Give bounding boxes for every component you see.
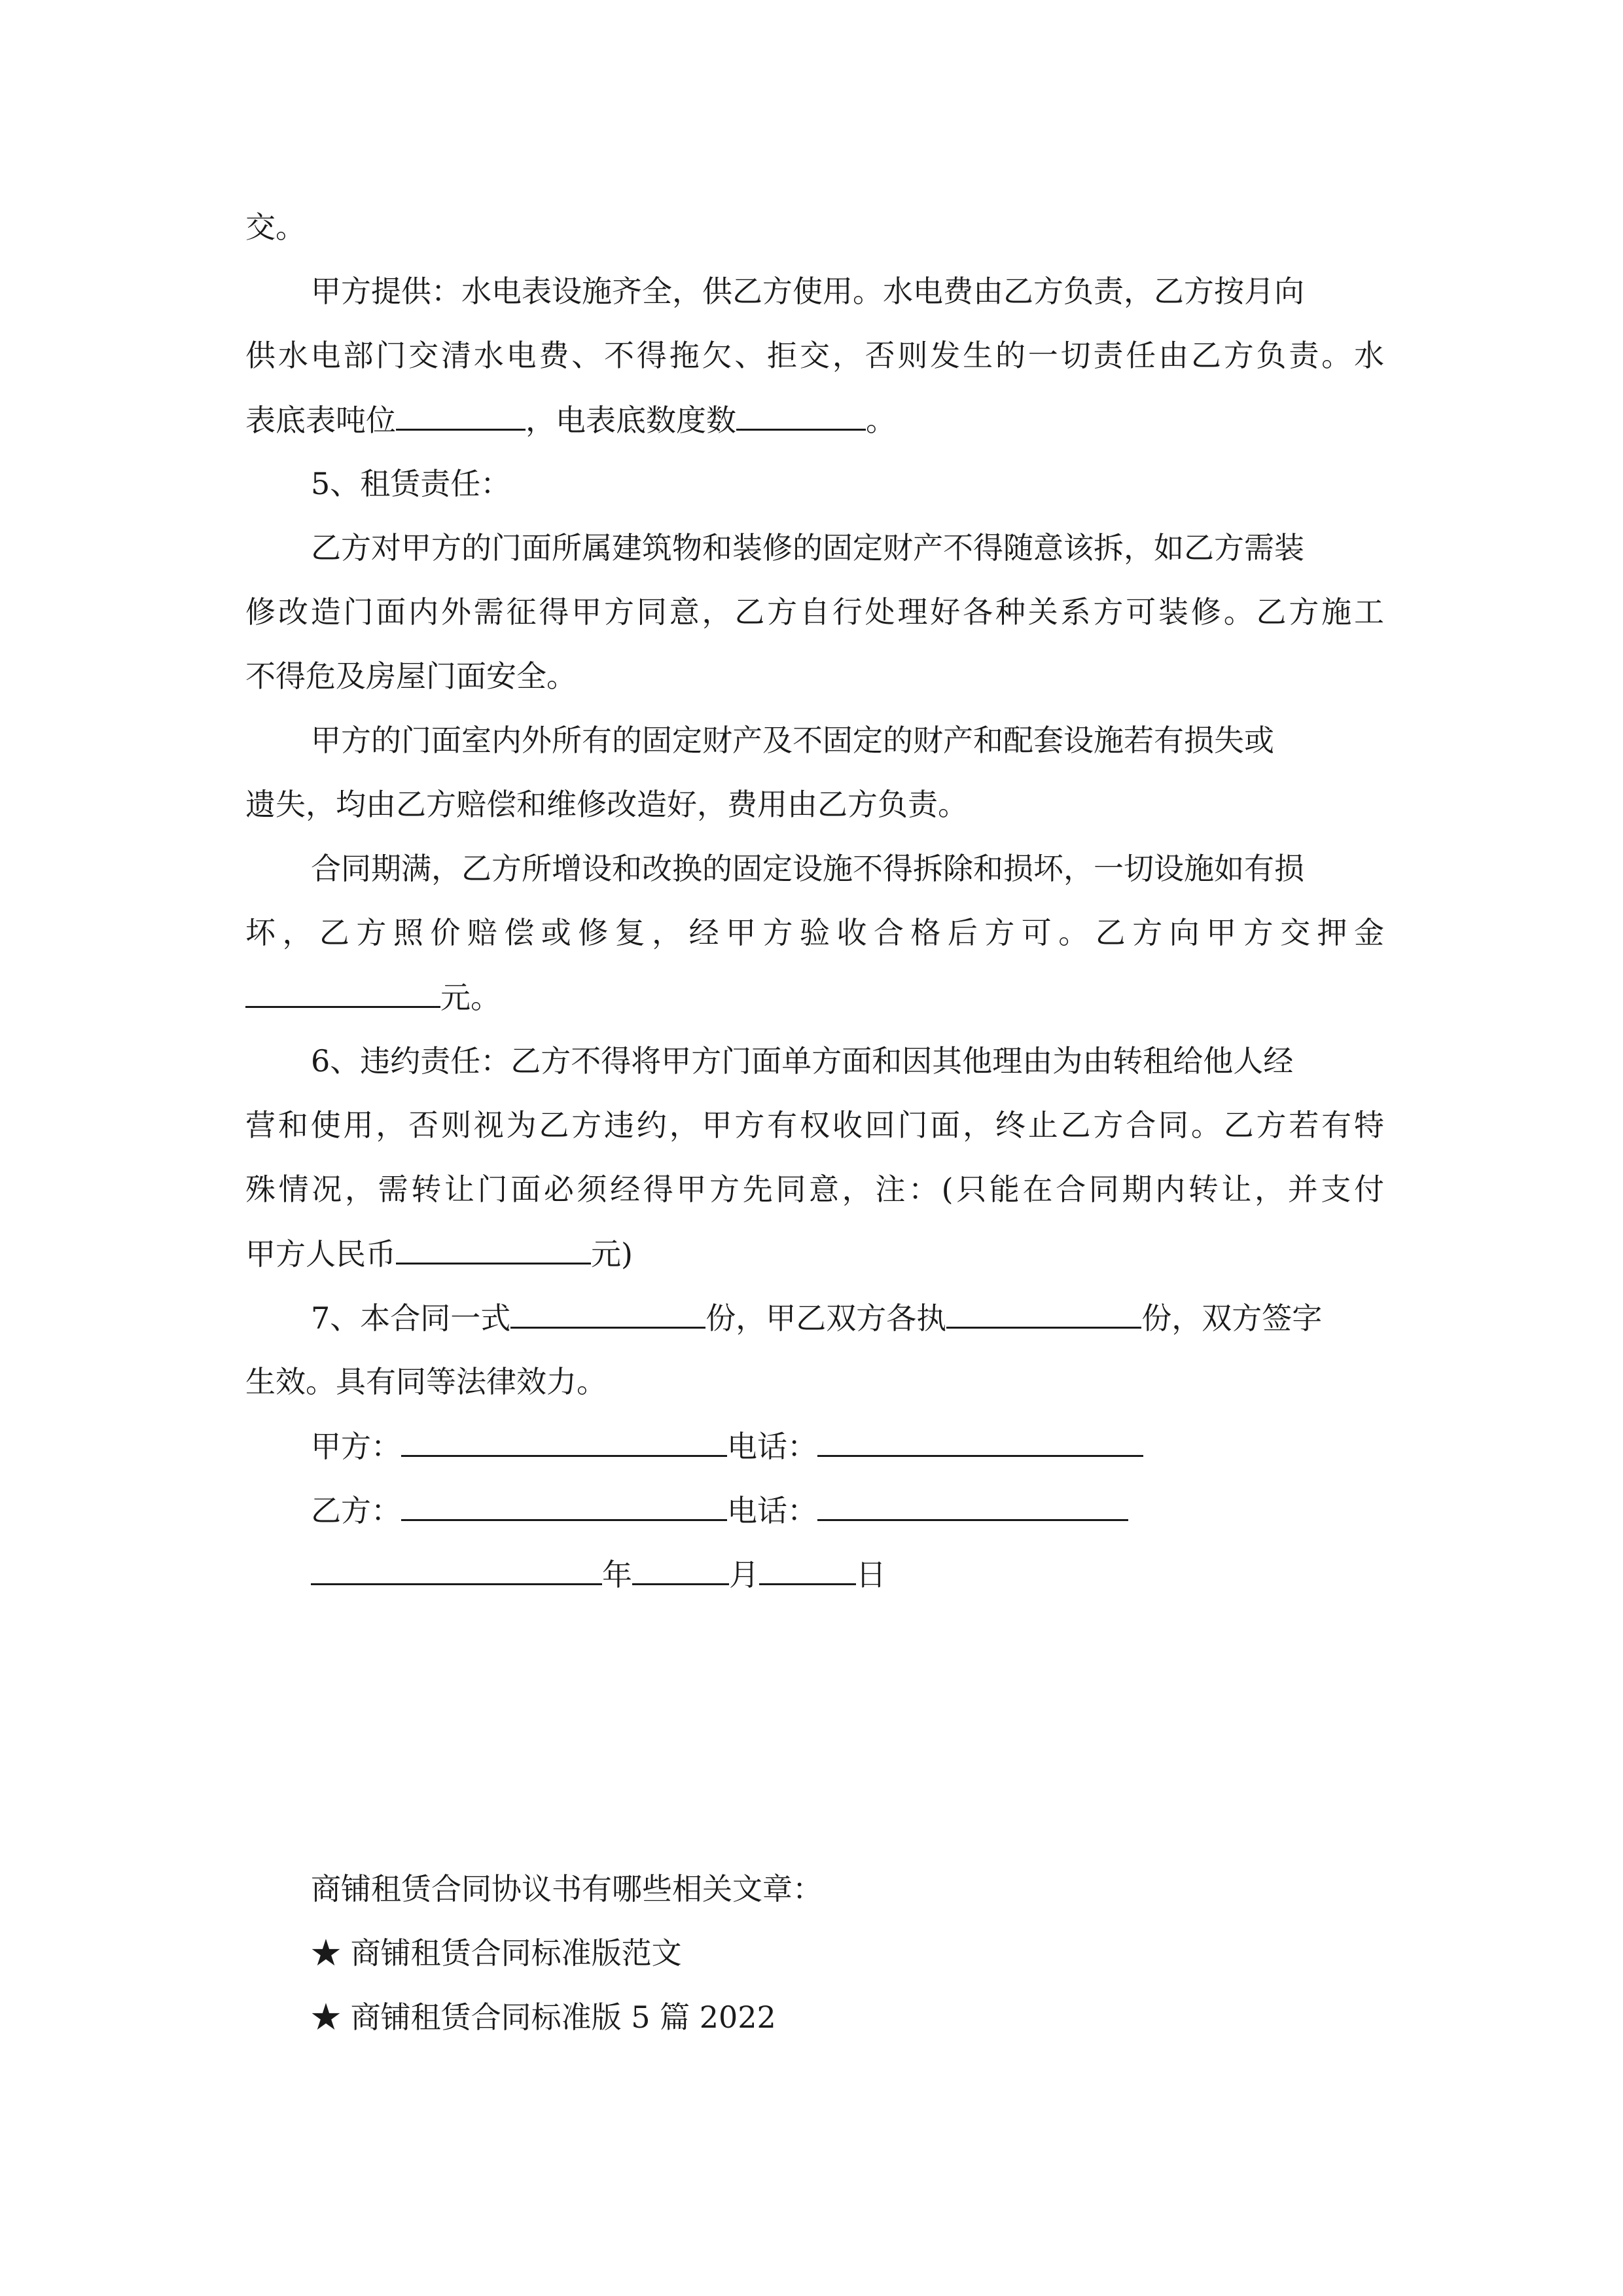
deposit-line bbox=[245, 977, 1384, 1016]
related-articles-heading: 商铺租赁合同协议书有哪些相关文章： bbox=[311, 1871, 823, 1907]
related-article-link[interactable] bbox=[311, 1998, 1384, 2037]
copies-each-blank[interactable] bbox=[946, 1298, 1141, 1329]
water-meter-blank[interactable] bbox=[396, 400, 526, 431]
text-fragment: 7、本合同一式 bbox=[311, 1300, 511, 1336]
party-a-phone-label: 电话： bbox=[727, 1429, 817, 1464]
party-a-signature-line bbox=[311, 1426, 1384, 1465]
date-line bbox=[311, 1554, 1384, 1594]
year-label: 年 bbox=[602, 1557, 632, 1592]
electric-meter-blank[interactable] bbox=[736, 400, 866, 431]
text-line: 供水电部门交清水电费、不得拖欠、拒交，否则发生的一切责任由乙方负责。水 bbox=[245, 338, 1384, 373]
day-blank[interactable] bbox=[759, 1554, 856, 1585]
section-heading: 5、租赁责任： bbox=[311, 466, 511, 501]
star-icon: ★ bbox=[311, 1935, 341, 1971]
month-blank[interactable] bbox=[632, 1554, 729, 1585]
text-fragment: 。 bbox=[866, 403, 896, 438]
party-a-phone-blank[interactable] bbox=[817, 1426, 1143, 1457]
party-a-label: 甲方： bbox=[311, 1429, 401, 1464]
year-blank[interactable] bbox=[311, 1554, 602, 1585]
text-line: 甲方的门面室内外所有的固定财产及不固定的财产和配套设施若有损失或 bbox=[311, 723, 1274, 758]
party-b-phone-label: 电话： bbox=[727, 1493, 817, 1528]
related-article-title[interactable]: 商铺租赁合同标准版 5 篇 2022 bbox=[350, 2000, 776, 2035]
text-fragment: 份，甲乙双方各执 bbox=[705, 1300, 947, 1336]
copies-total-blank[interactable] bbox=[510, 1298, 705, 1329]
transfer-fee-line bbox=[245, 1234, 1384, 1273]
party-b-phone-blank[interactable] bbox=[817, 1490, 1128, 1521]
text-fragment: ，电表底数度数 bbox=[526, 403, 736, 438]
party-b-label: 乙方： bbox=[311, 1493, 401, 1528]
text-line: 殊情况，需转让门面必须经得甲方先同意，注：(只能在合同期内转让，并支付 bbox=[245, 1172, 1384, 1207]
text-line: 合同期满，乙方所增设和改换的固定设施不得拆除和损坏，一切设施如有损 bbox=[311, 851, 1304, 886]
text-line: 不得危及房屋门面安全。 bbox=[245, 658, 577, 694]
copies-line bbox=[311, 1298, 1384, 1337]
text-line: 乙方对甲方的门面所属建筑物和装修的固定财产不得随意该拆，如乙方需装 bbox=[311, 530, 1304, 565]
text-fragment: 份，双方签字 bbox=[1141, 1300, 1323, 1336]
star-icon: ★ bbox=[311, 2000, 341, 2035]
text-fragment: 元) bbox=[591, 1236, 633, 1272]
related-article-link[interactable] bbox=[311, 1933, 1384, 1973]
party-b-signature-blank[interactable] bbox=[401, 1490, 727, 1521]
day-label: 日 bbox=[856, 1557, 886, 1592]
water-electric-readings-line bbox=[245, 400, 1384, 439]
text-line: 交。 bbox=[245, 209, 306, 245]
related-article-title[interactable]: 商铺租赁合同标准版范文 bbox=[350, 1935, 682, 1971]
text-fragment: 元。 bbox=[440, 980, 501, 1015]
text-line: 营和使用，否则视为乙方违约，甲方有权收回门面，终止乙方合同。乙方若有特 bbox=[245, 1107, 1384, 1143]
text-fragment: 甲方人民币 bbox=[245, 1236, 396, 1272]
party-a-signature-blank[interactable] bbox=[401, 1426, 727, 1457]
section-heading: 6、违约责任：乙方不得将甲方门面单方面和因其他理由为由转租给他人经 bbox=[311, 1043, 1294, 1079]
text-fragment: 表底表吨位 bbox=[245, 403, 396, 438]
text-line: 修改造门面内外需征得甲方同意，乙方自行处理好各种关系方可装修。乙方施工 bbox=[245, 594, 1384, 630]
text-line: 生效。具有同等法律效力。 bbox=[245, 1364, 607, 1399]
text-line: 遗失，均由乙方赔偿和维修改造好，费用由乙方负责。 bbox=[245, 787, 968, 822]
text-line: 甲方提供：水电表设施齐全，供乙方使用。水电费由乙方负责，乙方按月向 bbox=[311, 274, 1304, 309]
text-line: 坏，乙方照价赔偿或修复，经甲方验收合格后方可。乙方向甲方交押金 bbox=[245, 915, 1384, 950]
month-label: 月 bbox=[729, 1557, 759, 1592]
deposit-amount-blank[interactable] bbox=[245, 977, 440, 1008]
party-b-signature-line bbox=[311, 1490, 1384, 1530]
transfer-fee-blank[interactable] bbox=[396, 1234, 591, 1265]
